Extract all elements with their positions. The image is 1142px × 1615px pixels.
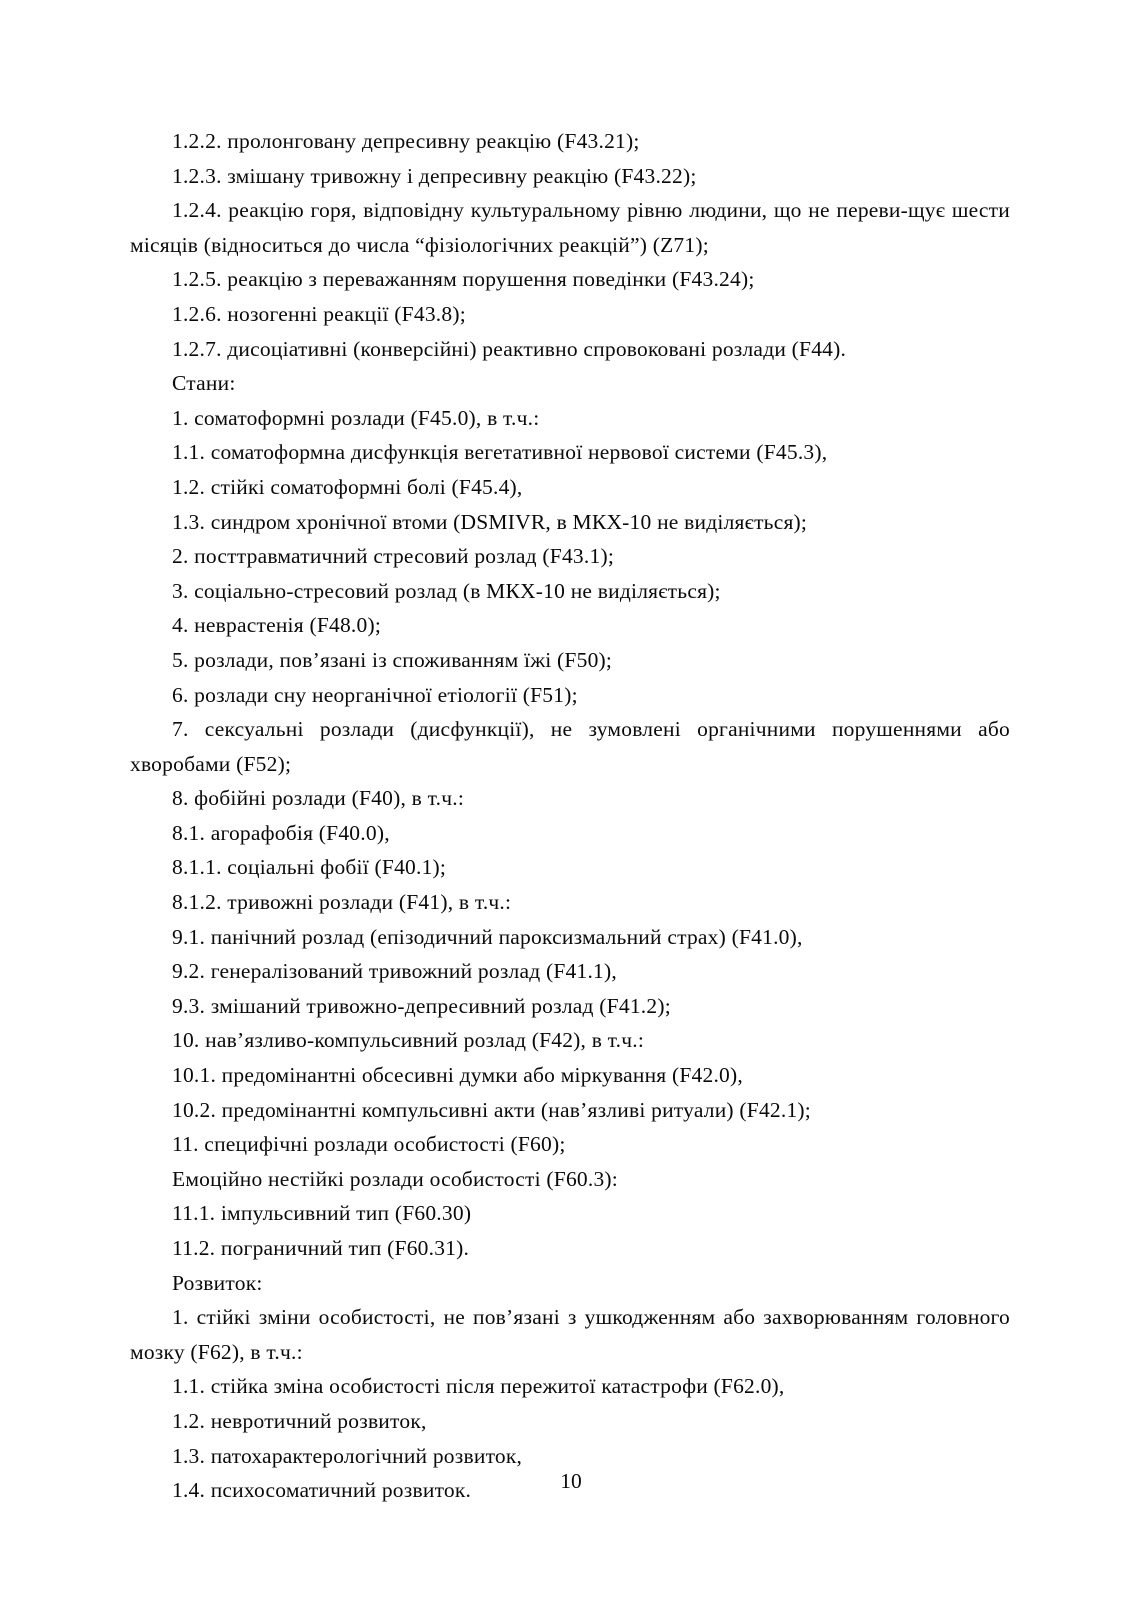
body-paragraph: 1.2.3. змішану тривожну і депресивну реакцію (F43.22); bbox=[172, 163, 697, 188]
body-paragraph: 9.3. змішаний тривожно-депресивний розлад (F41.2); bbox=[172, 993, 671, 1018]
body-paragraph: 3. соціально-стресовий розлад (в МКХ-10 не виділяється); bbox=[172, 578, 721, 603]
body-paragraph: 1.1. соматоформна дисфункція вегетативної нервової системи (F45.3), bbox=[172, 440, 828, 465]
document-body bbox=[130, 124, 1010, 1508]
body-paragraph: 1.2. стійкі соматоформні болі (F45.4), bbox=[172, 474, 523, 499]
body-paragraph: 8. фобійні розлади (F40), в т.ч.: bbox=[172, 786, 465, 811]
body-paragraph: 10.1. предомінантні обсесивні думки або міркування (F42.0), bbox=[172, 1063, 743, 1088]
body-paragraph: 11. специфічні розлади особистості (F60); bbox=[172, 1132, 566, 1157]
body-paragraph: 8.1. агорафобія (F40.0), bbox=[172, 820, 390, 845]
body-paragraph: 1. соматоформні розлади (F45.0), в т.ч.: bbox=[172, 405, 540, 430]
body-paragraph: 4. неврастенія (F48.0); bbox=[172, 613, 382, 638]
body-paragraph: 1.2.7. дисоціативні (конверсійні) реактивно спровоковані розлади (F44). bbox=[172, 336, 847, 361]
body-paragraph: 6. розлади сну неорганічної етіології (F51); bbox=[172, 682, 578, 707]
section-heading-states: Стани: bbox=[172, 371, 236, 396]
body-paragraph: 1.4. психосоматичний розвиток. bbox=[172, 1478, 472, 1503]
body-paragraph: 1.2.6. нозогенні реакції (F43.8); bbox=[172, 301, 466, 326]
body-paragraph: 1.3. патохарактерологічний розвиток, bbox=[172, 1443, 523, 1468]
body-paragraph: 2. посттравматичний стресовий розлад (F43.1); bbox=[172, 544, 615, 569]
body-paragraph: 1.2.4. реакцію горя, відповідну культуральному рівню людини, що не переви-щує шести місяців (відноситься до числа “фізіологічних реакцій”) (Z71); bbox=[130, 198, 1010, 257]
body-paragraph: 1.1. стійка зміна особистості після пережитої катастрофи (F62.0), bbox=[172, 1374, 785, 1399]
body-paragraph: 9.1. панічний розлад (епізодичний пароксизмальний страх) (F41.0), bbox=[172, 924, 803, 949]
body-paragraph: 9.2. генералізований тривожний розлад (F41.1), bbox=[172, 959, 617, 984]
body-paragraph: 1. стійкі зміни особистості, не пов’язані з ушкодженням або захворюванням головного мозку (F62), в т.ч.: bbox=[130, 1305, 1010, 1364]
body-paragraph: 1.2.2. пролонговану депресивну реакцію (F43.21); bbox=[172, 129, 640, 153]
body-paragraph: 11.2. пограничний тип (F60.31). bbox=[172, 1236, 470, 1260]
body-paragraph: 8.1.2. тривожні розлади (F41), в т.ч.: bbox=[172, 890, 512, 915]
body-paragraph: 5. розлади, пов’язані із споживанням їжі (F50); bbox=[172, 647, 613, 672]
section-heading-development: Розвиток: bbox=[172, 1270, 263, 1295]
body-paragraph: 11.1. імпульсивний тип (F60.30) bbox=[172, 1201, 472, 1226]
body-paragraph: 7. сексуальні розлади (дисфункції), не зумовлені органічними порушеннями або хворобами (F52); bbox=[130, 717, 1010, 776]
body-paragraph: 1.2. невротичний розвиток, bbox=[172, 1408, 427, 1433]
body-paragraph: 10.2. предомінантні компульсивні акти (нав’язливі ритуали) (F42.1); bbox=[172, 1097, 811, 1122]
subsection-heading-emotionally-unstable: Емоційно нестійкі розлади особистості (F60.3): bbox=[172, 1166, 618, 1191]
body-paragraph: 1.3. синдром хронічної втоми (DSMIVR, в МКХ-10 не виділяється); bbox=[172, 509, 808, 534]
body-paragraph: 1.2.5. реакцію з переважанням порушення поведінки (F43.24); bbox=[172, 267, 755, 292]
body-paragraph: 8.1.1. соціальні фобії (F40.1); bbox=[172, 855, 447, 880]
page-number: 10 bbox=[560, 1469, 582, 1493]
body-paragraph: 10. нав’язливо-компульсивний розлад (F42), в т.ч.: bbox=[172, 1028, 645, 1053]
